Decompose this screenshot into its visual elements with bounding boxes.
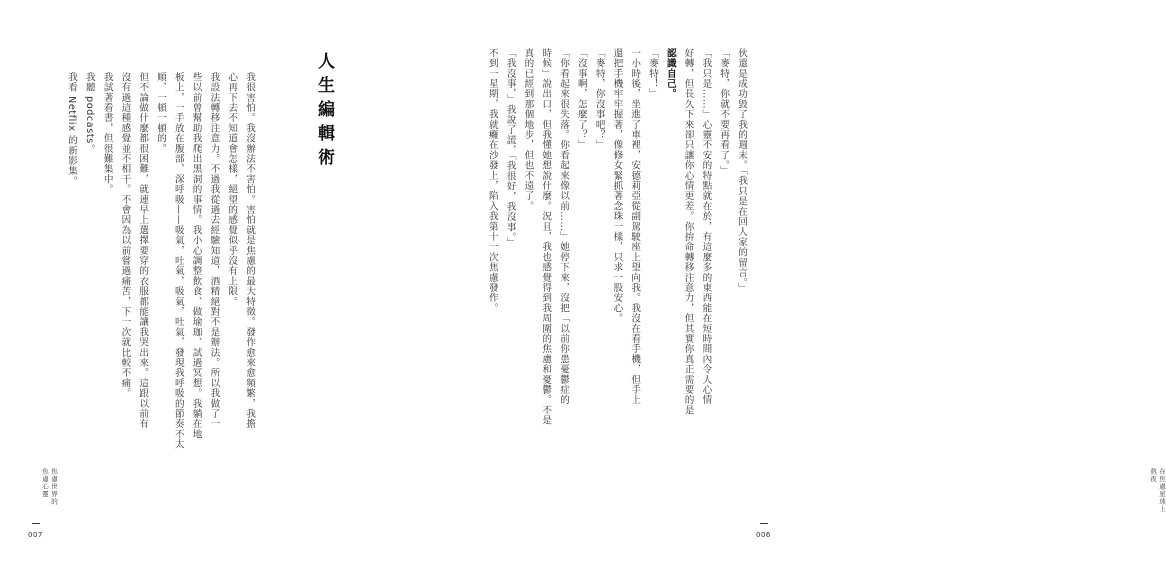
right-page xyxy=(400,0,1166,568)
body-line: 不到一星期，我就癱在沙發上，陷入我第十一次焦慮發作。 xyxy=(486,48,498,314)
right-body-text xyxy=(483,48,750,468)
body-line: 「沒事啊，怎麼了？」 xyxy=(575,48,587,150)
body-line: 些以前曾幫助我爬出黑洞的事情。我小心調整飲食、做瑜珈、試過冥想。我躺在地 xyxy=(190,72,202,440)
body-line xyxy=(661,48,679,468)
left-running-head xyxy=(40,468,58,506)
body-line: 我設法轉移注意力。不過我從過去經驗知道，酒精絕對不是辦法。所以我做了一 xyxy=(208,72,220,429)
right-page-number: 006 xyxy=(756,531,771,539)
body-line: 心再下去不知道會怎樣，絕望的感覺似乎沒有上限。 xyxy=(226,72,238,307)
folio-rule xyxy=(760,523,768,524)
right-running-head xyxy=(1148,468,1166,513)
body-line: 「我沒事，」我說了謊，「我很好，我沒事。」 xyxy=(504,48,516,248)
body-line: 我聽 podcasts。 xyxy=(83,72,95,155)
body-line: 一小時後，坐進了車裡，安德莉亞從副駕駛座上望向我。我沒在看手機，但手上 xyxy=(629,48,641,405)
body-line: 我很害怕。我沒辦法不害怕。害怕就是焦慮的最大特徵。發作愈來愈頻繁，我擔 xyxy=(244,72,255,429)
body-line: 「麥特，你就不要再看了。」 xyxy=(718,48,730,176)
body-line: 順，一頓一頓的。 xyxy=(155,72,167,154)
body-line: 沒有過這種感覺並不相干。不會因為以前嘗過痛苦，下一次就比較不痛。 xyxy=(119,72,131,399)
running-head-line: 焦慮世界的 xyxy=(50,468,58,506)
chapter-title: 人生編輯術 xyxy=(314,52,334,172)
body-line: 真的已經到那個地步，但也不遠了。 xyxy=(522,48,534,212)
body-line: 伙還是成功毀了我的週末。「我只是在回人家的留言。」 xyxy=(736,48,747,294)
body-line: 「我只是……」心靈不安的特點就在於，有這麼多的東西能在短時間內令人心情 xyxy=(700,48,712,405)
body-line: 好轉，但長久下來卻只讓你心情更差。你拚命轉移注意力，但其實你真正需要的是 xyxy=(682,48,694,416)
left-page xyxy=(0,0,400,568)
body-line: 我試著看書，但很難集中。 xyxy=(101,72,113,195)
body-line: 但不論做什麼都很困難，就連早上選擇要穿的衣服都能讓我哭出來。這跟以前有 xyxy=(137,72,149,429)
left-body-text xyxy=(62,72,258,468)
emphasis-text: 認識自己。 xyxy=(664,48,676,99)
body-line: 「你看起來很失落。你看起來像以前……」她停下來，沒把「以前你患憂鬱症的 xyxy=(558,48,570,405)
body-line: 我看 Netflix 的新影集。 xyxy=(66,72,78,187)
body-line: 「麥特，你沒事吧？」 xyxy=(593,48,605,150)
running-head-line: 在焦慮星球上 xyxy=(1158,468,1166,513)
body-line: 板上，一手放在腹部，深呼吸——吸氣，吐氣，吸氣，吐氣，發現我呼吸的節奏不太 xyxy=(172,72,184,450)
left-page-number: 007 xyxy=(28,531,43,539)
body-line: 還把手機牢牢握著，像修女緊抓著念珠一樣，只求一股安心。 xyxy=(611,48,623,324)
folio-rule xyxy=(32,523,40,524)
running-head-line: 焦慮心靈 xyxy=(41,468,49,498)
running-head-line: 熬夜 xyxy=(1149,468,1157,483)
body-line: 「麥特！」 xyxy=(647,48,659,99)
body-line: 時候」說出口，但我懂她想說什麼。況且，我也感覺得到我周圍的焦慮和憂鬱。不是 xyxy=(540,48,552,426)
